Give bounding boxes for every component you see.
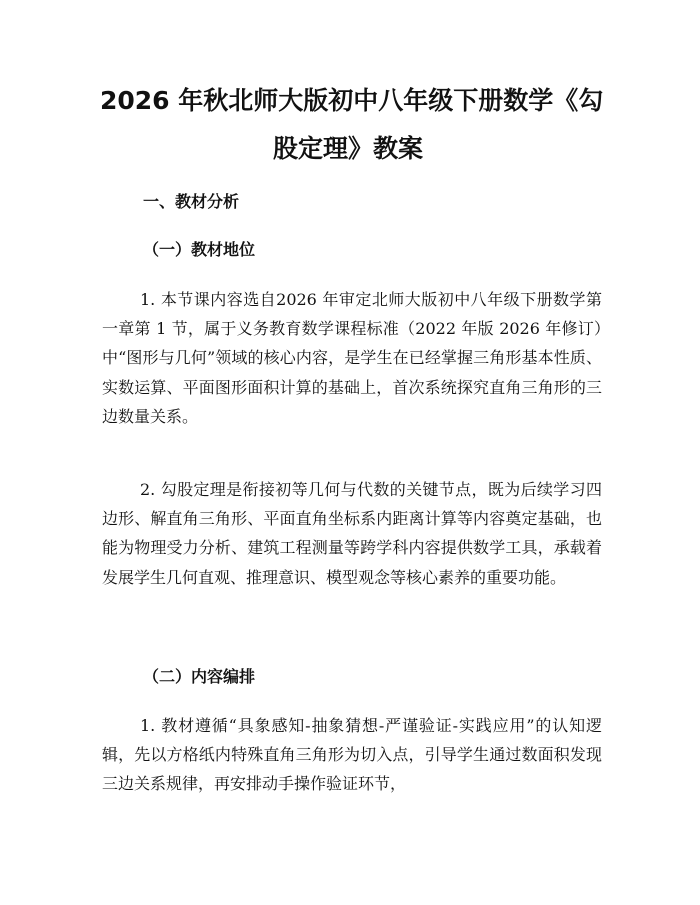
- paragraph-2: 2. 勾股定理是衔接初等几何与代数的关键节点，既为后续学习四边形、解直角三角形、平面直角坐标系内距离计算等内容奠定基础，也能为物理受力分析、建筑工程测量等跨学科内容提供数学工具，承载着发展学生几何直观、推理意识、模型观念等核心素养的重要功能。: [102, 480, 602, 587]
- subsection-heading-textbook-position: （一）教材地位: [143, 240, 256, 259]
- paragraph-3: 1. 教材遵循“具象感知-抽象猜想-严谨验证-实践应用”的认知逻辑，先以方格纸内特殊直角三角形为切入点，引导学生通过数面积发现三边关系规律，再安排动手操作验证环节，: [102, 716, 602, 794]
- paragraph-1: 1. 本节课内容选自2026 年审定北师大版初中八年级下册数学第一章第 1 节，属于义务教育数学课程标准（2022 年版 2026 年修订）中“图形与几何”领域的核心内容，是学生在已经掌握三角形基本性质、实数运算、平面图形面积计算的基础上，首次系统探究直角三角形的三边数量关系。: [102, 290, 602, 426]
- document-title-line-2: 股定理》教案: [273, 134, 424, 163]
- document-title-line-1: 2026 年秋北师大版初中八年级下册数学《勾: [100, 86, 604, 115]
- subsection-heading-content-arrangement: （二）内容编排: [143, 667, 256, 686]
- section-heading-textbook-analysis: 一、教材分析: [143, 192, 240, 211]
